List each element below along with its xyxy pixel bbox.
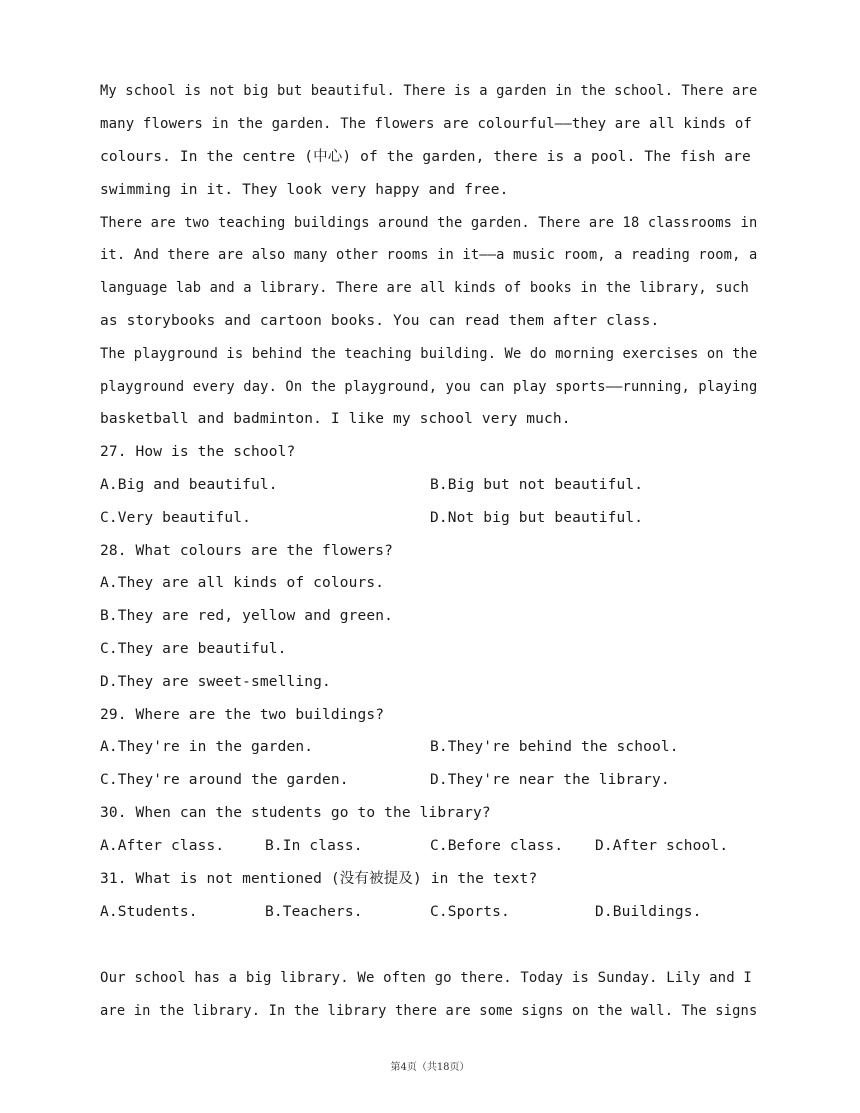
question-stem: 28. What colours are the flowers? <box>100 543 394 559</box>
option-a: A.They're in the garden. <box>100 739 314 755</box>
question-stem: 31. What is not mentioned (没有被提及) in the text? <box>100 871 538 887</box>
option-c: C.Sports. <box>430 904 510 920</box>
option-a: A.Students. <box>100 904 198 920</box>
option-b: B.They're behind the school. <box>430 739 679 755</box>
passage-line: basketball and badminton. I like my school very much. <box>100 411 571 427</box>
passage-line: many flowers in the garden. The flowers are colourful——they are all kinds of <box>100 116 752 132</box>
option-d: D.Buildings. <box>595 904 702 920</box>
option-c: C.They're around the garden. <box>100 772 349 788</box>
option-c: C.They are beautiful. <box>100 641 287 657</box>
option-c: C.Before class. <box>430 838 564 854</box>
question-stem: 30. When can the students go to the library? <box>100 805 491 821</box>
option-d: D.They are sweet-smelling. <box>100 674 331 690</box>
passage-line: My school is not big but beautiful. There is a garden in the school. There are <box>100 83 758 99</box>
page-number-footer: 第4页（共18页） <box>390 1062 470 1073</box>
option-d: D.After school. <box>595 838 729 854</box>
passage-line: There are two teaching buildings around the garden. There are 18 classrooms in <box>100 215 758 231</box>
option-a: A.Big and beautiful. <box>100 477 278 493</box>
option-c: C.Very beautiful. <box>100 510 251 526</box>
option-d: D.Not big but beautiful. <box>430 510 644 526</box>
option-d: D.They're near the library. <box>430 772 670 788</box>
passage-line: as storybooks and cartoon books. You can read them after class. <box>100 313 660 329</box>
passage-line: it. And there are also many other rooms in it——a music room, a reading room, a <box>100 247 758 263</box>
passage-line: The playground is behind the teaching building. We do morning exercises on the <box>100 346 758 362</box>
option-b: B.In class. <box>265 838 363 854</box>
passage-line: colours. In the centre (中心) of the garden, there is a pool. The fish are <box>100 149 751 165</box>
option-a: A.After class. <box>100 838 225 854</box>
passage-line: language lab and a library. There are all kinds of books in the library, such <box>100 280 749 296</box>
passage-line: playground every day. On the playground, you can play sports——running, playing <box>100 379 758 395</box>
question-stem: 27. How is the school? <box>100 444 296 460</box>
option-b: B.Teachers. <box>265 904 363 920</box>
option-a: A.They are all kinds of colours. <box>100 575 385 591</box>
passage-line: swimming in it. They look very happy and free. <box>100 182 509 198</box>
option-b: B.They are red, yellow and green. <box>100 608 394 624</box>
passage-line: Our school has a big library. We often go there. Today is Sunday. Lily and I <box>100 970 752 986</box>
question-stem: 29. Where are the two buildings? <box>100 707 385 723</box>
passage-line: are in the library. In the library there are some signs on the wall. The signs <box>100 1003 758 1019</box>
option-b: B.Big but not beautiful. <box>430 477 644 493</box>
